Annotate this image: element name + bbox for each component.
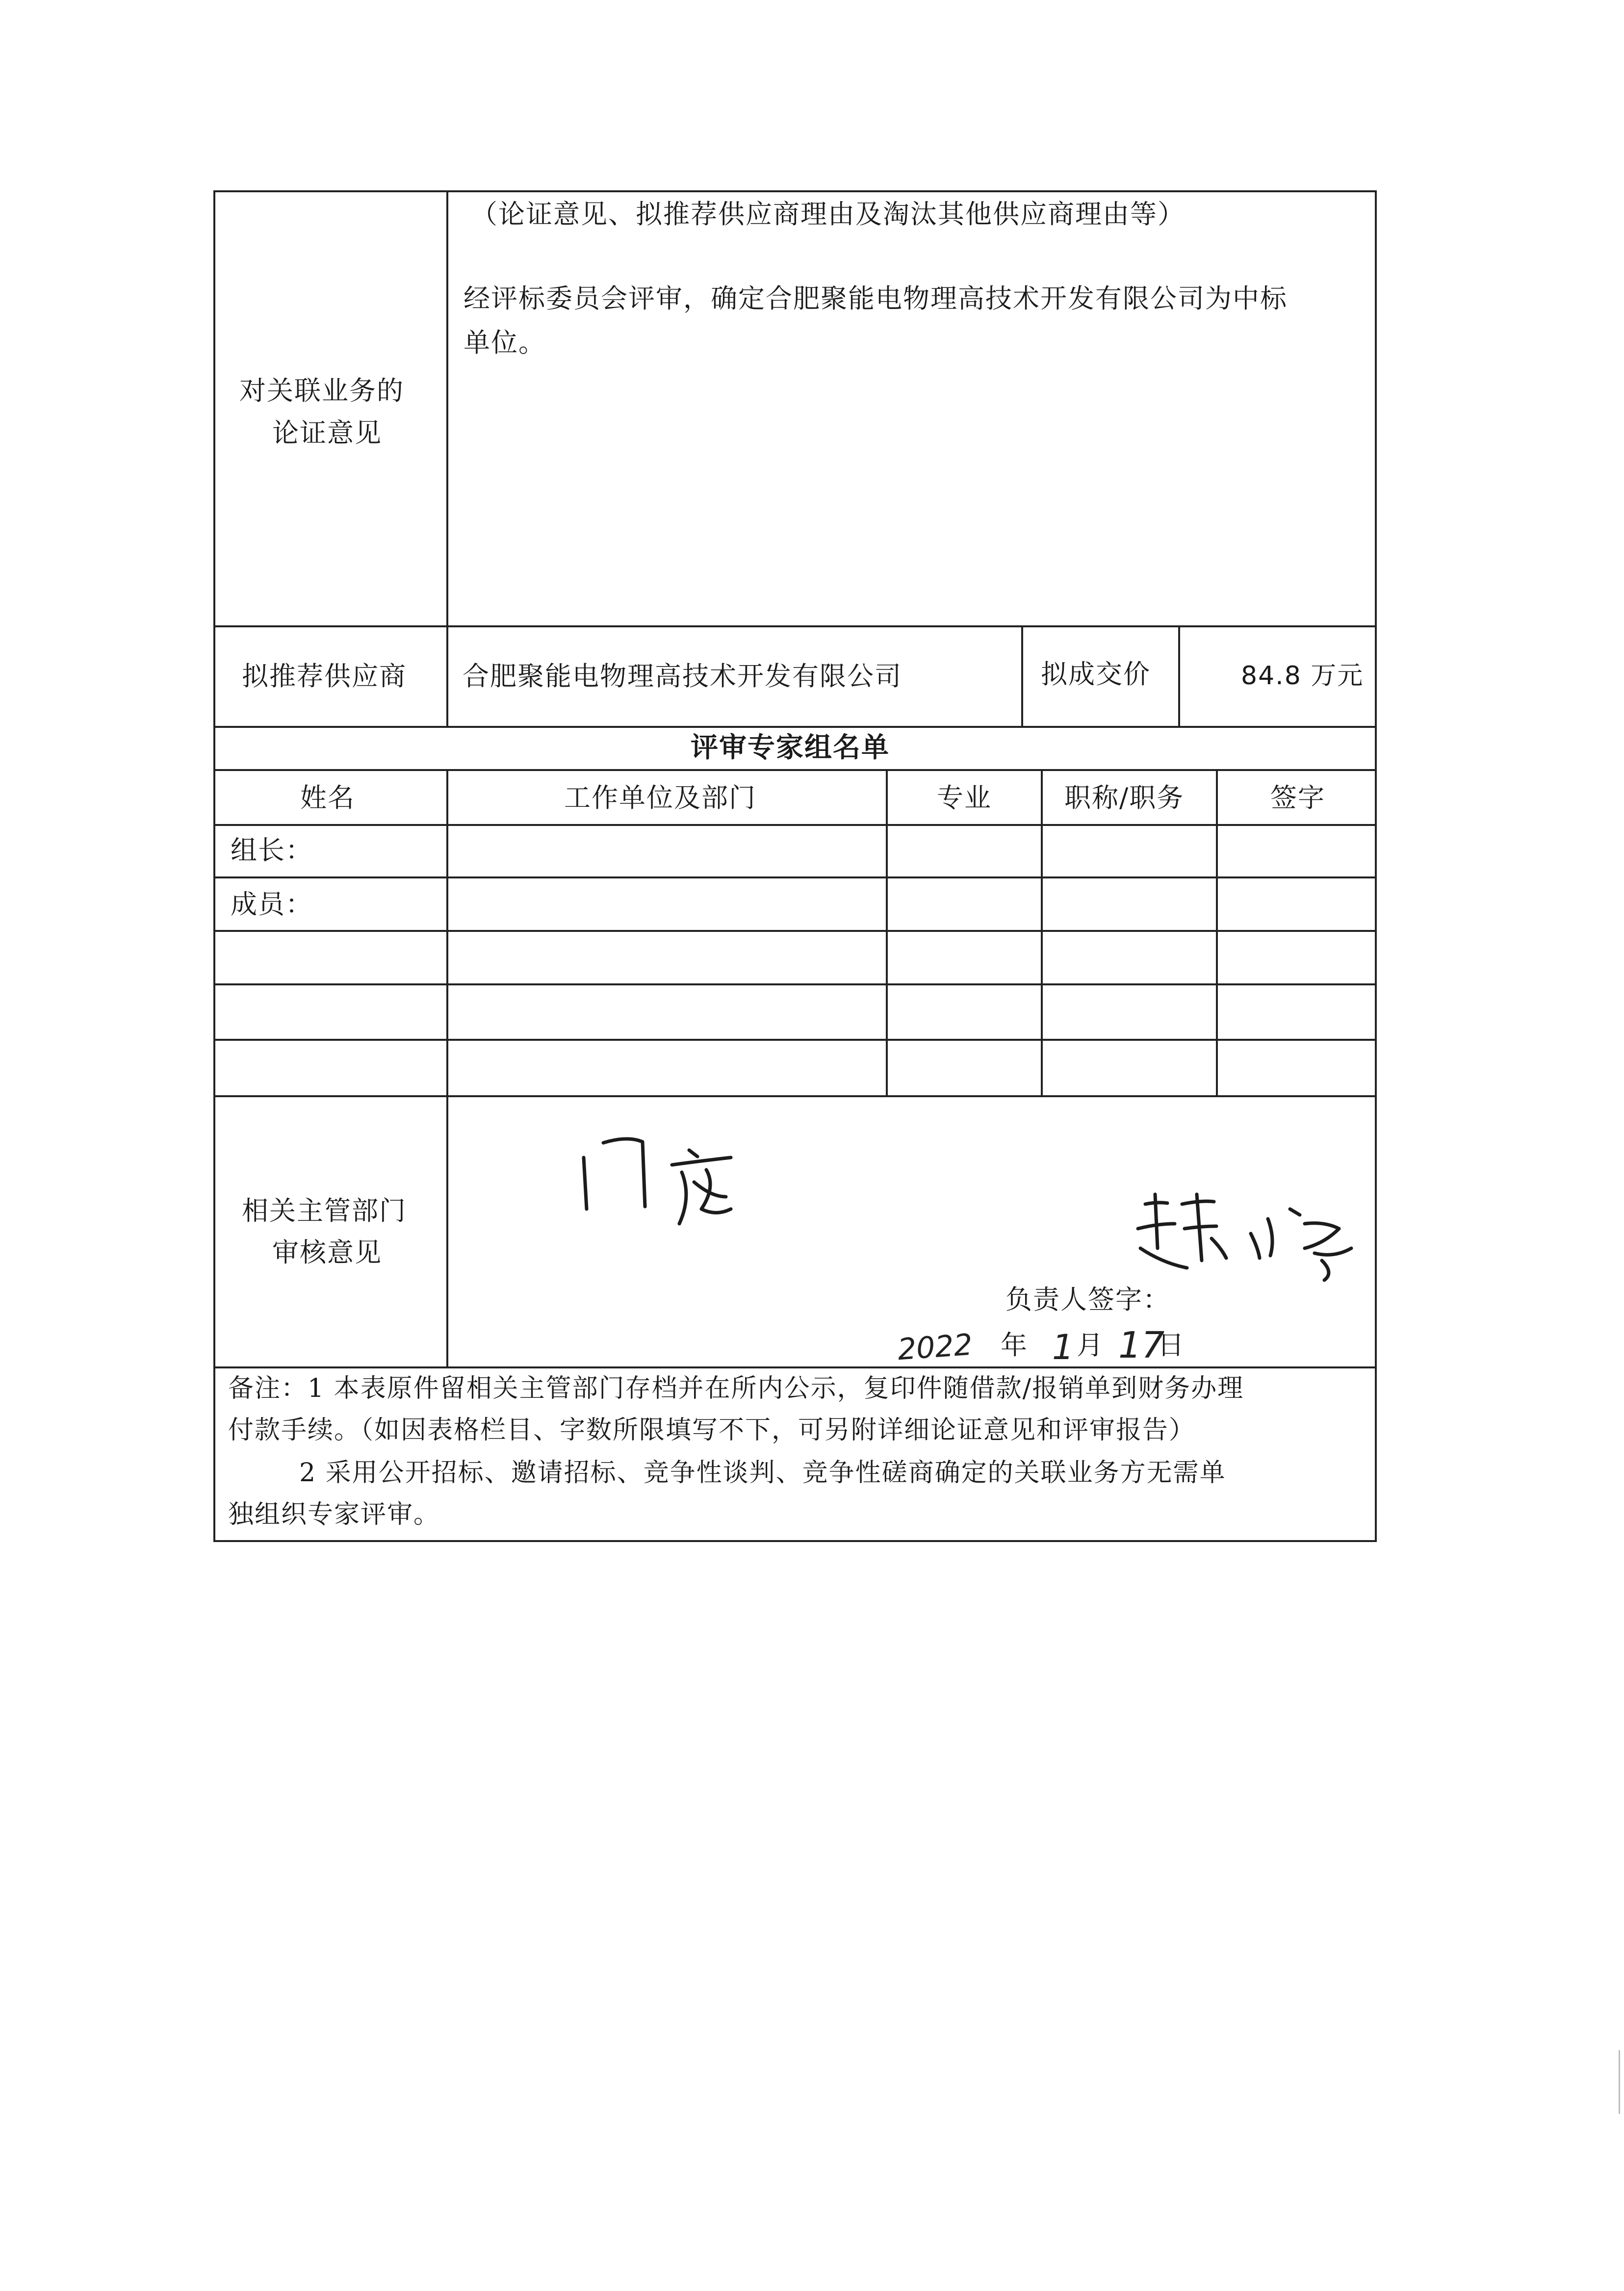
row-leader-label: 组长： [231, 835, 313, 866]
price-label: 拟成交价 [1041, 659, 1151, 690]
header-signature: 签字 [1270, 782, 1325, 813]
date-day-unit: 日 [1158, 1330, 1185, 1361]
supplier-name: 合肥聚能电物理高技术开发有限公司 [463, 661, 902, 692]
argument-label-line2: 论证意见 [272, 417, 382, 448]
supplier-label: 拟推荐供应商 [242, 661, 407, 692]
header-title-position: 职称/职务 [1064, 782, 1185, 813]
scan-edge-mark [1619, 2050, 1620, 2114]
argument-label-line1: 对关联业务的 [239, 375, 404, 406]
note-line3: 2 采用公开招标、邀请招标、竞争性谈判、竞争性磋商确定的关联业务方无需单 [299, 1458, 1226, 1488]
signer-label: 负责人签字： [1005, 1284, 1170, 1315]
expert-panel-title: 评审专家组名单 [691, 732, 890, 764]
header-work-unit: 工作单位及部门 [564, 782, 756, 813]
date-year-handwritten: 2022 [896, 1327, 974, 1367]
dept-review-label-line1: 相关主管部门 [242, 1195, 407, 1226]
date-month-handwritten: 1 [1052, 1327, 1074, 1367]
argument-hint: （论证意见、拟推荐供应商理由及淘汰其他供应商理由等） [471, 199, 1185, 230]
price-value: 84.8 万元 [1241, 661, 1364, 691]
row-member-label: 成员： [231, 889, 313, 920]
argument-opinion-line2: 单位。 [464, 327, 546, 358]
dept-review-label-line2: 审核意见 [272, 1237, 382, 1268]
note-line4: 独组织专家评审。 [228, 1500, 440, 1529]
date-year-unit: 年 [1001, 1330, 1028, 1361]
handwritten-approval-signature [569, 1123, 775, 1241]
date-month-unit: 月 [1077, 1330, 1104, 1361]
header-name: 姓名 [300, 782, 355, 813]
handwritten-signer-signature [1128, 1175, 1373, 1287]
date-day-handwritten: 17 [1118, 1324, 1165, 1366]
note-line2: 付款手续。（如因表格栏目、字数所限填写不下，可另附详细论证意见和评审报告） [228, 1416, 1196, 1445]
signature-date [898, 1324, 1241, 1368]
header-specialty: 专业 [937, 782, 992, 813]
argument-opinion-line1: 经评标委员会评审，确定合肥聚能电物理高技术开发有限公司为中标 [464, 283, 1288, 314]
note-line1: 备注：1 本表原件留相关主管部门存档并在所内公示，复印件随借款/报销单到财务办理 [228, 1374, 1244, 1403]
